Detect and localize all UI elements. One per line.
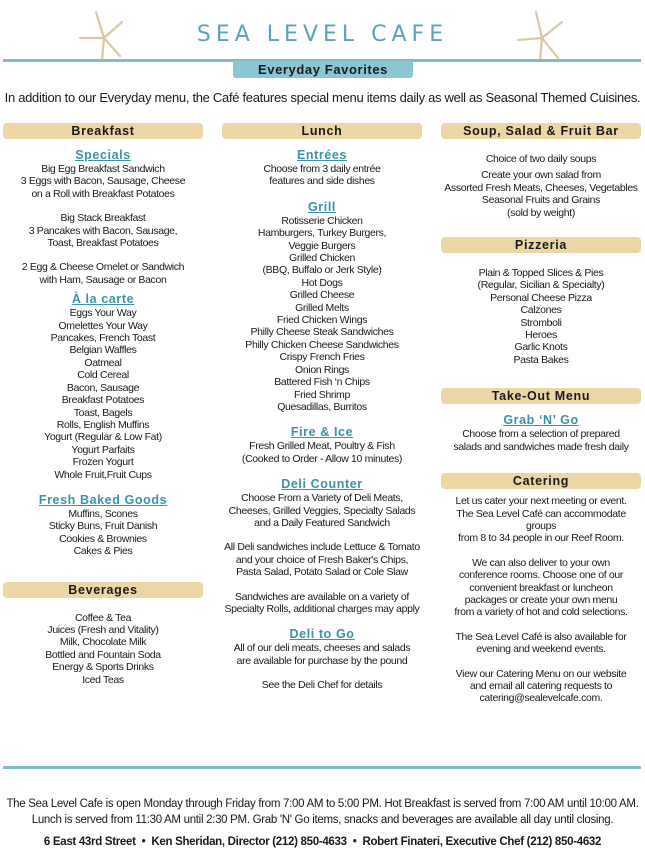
list-item: packages or create your own menu [464,593,618,606]
banner-everyday-favorites: Everyday Favorites [233,61,413,78]
list-item: Crispy French Fries [279,351,365,364]
list-item: Toast, Breakfast Potatoes [47,237,159,250]
list-item: (BBQ, Buffalo or Jerk Style) [262,264,382,277]
list-item: Coffee & Tea [74,611,132,624]
fire-and-ice-text [222,440,422,465]
list-item: 3 Pancakes with Bacon, Sausage, [28,224,178,237]
hours-text [0,796,645,828]
list-item: Plain & Topped Slices & Pies [478,267,604,280]
subheading-specials: Specials [75,148,131,162]
category-pizzeria: Pizzeria [441,237,641,253]
list-item: Sticky Buns, Fruit Danish [48,520,158,533]
contact-line [0,836,645,848]
list-item: Bottled and Fountain Soda [45,648,161,661]
category-soup-salad-fruit-bar: Soup, Salad & Fruit Bar [441,123,641,139]
list-item: conference rooms. Choose one of our [458,569,624,582]
list-item: Veggie Burgers [288,239,356,252]
list-item: Breakfast Potatoes [61,394,145,407]
list-item: Seasonal Fruits and Grains [481,194,601,207]
category-take-out-menu: Take-Out Menu [441,388,641,404]
list-item: Belgian Waffles [69,344,137,357]
list-item: See the Deli Chef for details [261,679,383,692]
list-item: (sold by weight) [507,206,575,219]
list-item: Grilled Chicken [289,252,355,265]
intro-text: In addition to our Everyday menu, the Café features special menu items daily as well as Seasonal Themed Cuisines. [4,90,641,105]
list-item: Whole Fruit,Fruit Cups [54,468,152,481]
grab-n-go-text [441,428,641,453]
list-item: convenient breakfast or luncheon [469,581,613,594]
list-item: The Sea Level Café can accommodate groups [456,507,626,532]
list-item: Philly Cheese Steak Sandwiches [250,326,394,339]
list-item: Choose From a Variety of Deli Meats, [241,492,403,505]
list-item: Personal Cheese Pizza [490,291,592,304]
list-item: on a Roll with Breakfast Potatoes [31,187,175,200]
list-item: salads and sandwiches made fresh daily [453,440,629,453]
list-item: Fresh Grilled Meat, Poultry & Fish [249,440,395,453]
list-item: Eggs Your Way [69,307,137,320]
list-item: Cheeses, Grilled Veggies, Specialty Salads [228,504,416,517]
list-item: Hot Dogs [301,276,343,289]
list-item: Pasta Salad, Potato Salad or Cole Slaw [236,566,408,579]
category-lunch: Lunch [222,123,422,139]
list-item: (Regular, Sicilian & Specialty) [477,279,605,292]
column-lunch [222,123,422,692]
list-item: Quesadillas, Burritos [277,400,367,413]
subheading-grill: Grill [307,199,336,214]
list-item: All Deli sandwiches include Lettuce & Tomato [224,541,420,554]
subheading-deli-counter: Deli Counter [281,477,363,492]
entrees-text [222,163,422,188]
catering-text [441,495,641,705]
list-item: All of our deli meats, cheeses and salads [233,642,411,655]
list-item: Choose from 3 daily entrée [263,163,381,175]
list-item: Muffins, Scones [68,507,138,520]
list-item: from a variety of hot and cold selections. [454,606,628,619]
list-item: Fried Chicken Wings [276,314,368,327]
list-item: The Sea Level Café is also available for [455,630,627,643]
list-item: Choice of two daily soups [485,153,597,165]
list-item: Stromboli [520,316,562,329]
list-item: Cookies & Brownies [59,532,147,545]
list-item: Big Egg Breakfast Sandwich [41,163,165,175]
list-item: Fried Shrimp [294,388,350,401]
list-item: are available for purchase by the pound [236,654,408,667]
list-item: Frozen Yogurt [72,456,134,469]
list-item: (Cooked to Order - Allow 10 minutes) [241,452,403,465]
list-item: Cold Cereal [77,369,129,382]
list-item: Milk, Chocolate Milk [59,636,147,649]
pizzeria-list [441,267,641,366]
list-item: Grilled Melts [295,301,349,314]
list-item: Philly Chicken Cheese Sandwiches [245,338,399,351]
list-item: Heroes [525,329,557,342]
column-breakfast [3,123,203,686]
bullet-separator: • [141,836,146,848]
list-item: Pancakes, French Toast [50,332,156,345]
list-item: Onion Rings [295,363,349,376]
list-item: features and side dishes [269,175,375,188]
list-item: Grilled Cheese [289,289,355,302]
list-item: Oatmeal [84,356,122,369]
list-item: and email all catering requests to [469,679,613,692]
list-item: and a Daily Featured Sandwich [254,516,390,529]
list-item: Battered Fish ‘n Chips [274,376,370,389]
list-item: Yogurt Parfaits [71,443,135,456]
list-item: Iced Teas [82,673,124,686]
chef-contact: Robert Finateri, Executive Chef (212) 850-4632 [362,836,602,848]
beverages-list [3,612,203,686]
subheading-fire-and-ice: Fire & Ice [290,425,354,440]
list-item: Big Stack Breakfast [60,212,146,225]
category-breakfast: Breakfast [3,123,203,139]
grill-list [222,215,422,414]
list-item: Hamburgers, Turkey Burgers, [257,227,387,240]
subheading-a-la-carte: À la carte [71,292,135,307]
catering-email: catering@sealevelcafe.com. [479,692,603,705]
list-item: Create your own salad from [481,169,601,182]
list-item: Juices (Fresh and Vitality) [47,623,159,636]
list-item: We can also deliver to your own [472,556,610,569]
category-beverages: Beverages [3,582,203,598]
subheading-deli-to-go: Deli to Go [289,627,355,642]
page-title: SEA LEVEL CAFE [196,22,449,47]
list-item: Calzones [520,304,562,317]
alacarte-list [3,307,203,481]
subheading-grab-n-go: Grab ‘N’ Go [503,413,579,428]
menu-header [0,0,645,115]
list-item: evening and weekend events. [476,643,606,656]
list-item: from 8 to 34 people in our Reef Room. [458,532,624,545]
list-item: Specialty Rolls, additional charges may apply [224,602,420,615]
divider [3,766,641,769]
column-soup-pizza-takeout-catering [441,123,641,705]
list-item: 2 Egg & Cheese Omelet or Sandwich [21,261,185,274]
subheading-entrees: Entrées [296,148,348,162]
hours-line: The Sea Level Cafe is open Monday through Friday from 7:00 AM to 5:00 PM. Hot Breakfast is served from 7:00 AM until 10:00 AM. [6,798,639,810]
list-item: 3 Eggs with Bacon, Sausage, Cheese [20,175,186,188]
list-item: Energy & Sports Drinks [52,661,154,674]
soup-salad-text [441,153,641,219]
list-item: Rotisserie Chicken [281,214,363,227]
category-catering: Catering [441,473,641,489]
list-item: Toast, Bagels [73,406,133,419]
bullet-separator: • [352,836,357,848]
list-item: and your choice of Fresh Baker's Chips, [235,553,409,566]
hours-line: Lunch is served from 11:30 AM until 2:30 PM. Grab 'N' Go items, snacks and beverages are available all day until closing. [31,814,614,826]
director-contact: Ken Sheridan, Director (212) 850-4633 [151,836,347,848]
list-item: Choose from a selection of prepared [462,428,620,441]
address: 6 East 43rd Street [43,836,136,848]
list-item: Yogurt (Regular & Low Fat) [44,431,162,444]
list-item: Bacon, Sausage [66,381,140,394]
list-item: Assorted Fresh Meats, Cheeses, Vegetables [444,181,638,194]
specials-group [3,163,203,286]
list-item: Garlic Knots [514,341,568,354]
list-item: Cakes & Pies [73,545,133,558]
list-item: Sandwiches are available on a variety of [235,590,409,603]
deli-to-go-text [222,642,422,691]
baked-goods-list [3,508,203,558]
list-item: Let us cater your next meeting or event. [455,495,627,508]
list-item: Omelettes Your Way [58,319,148,332]
subheading-fresh-baked-goods: Fresh Baked Goods [38,492,168,507]
list-item: Pasta Bakes [513,353,569,366]
list-item: Rolls, English Muffins [56,418,150,431]
list-item: View our Catering Menu on our website [455,667,627,680]
deli-counter-text [222,492,422,615]
list-item: with Ham, Sausage or Bacon [39,273,167,286]
